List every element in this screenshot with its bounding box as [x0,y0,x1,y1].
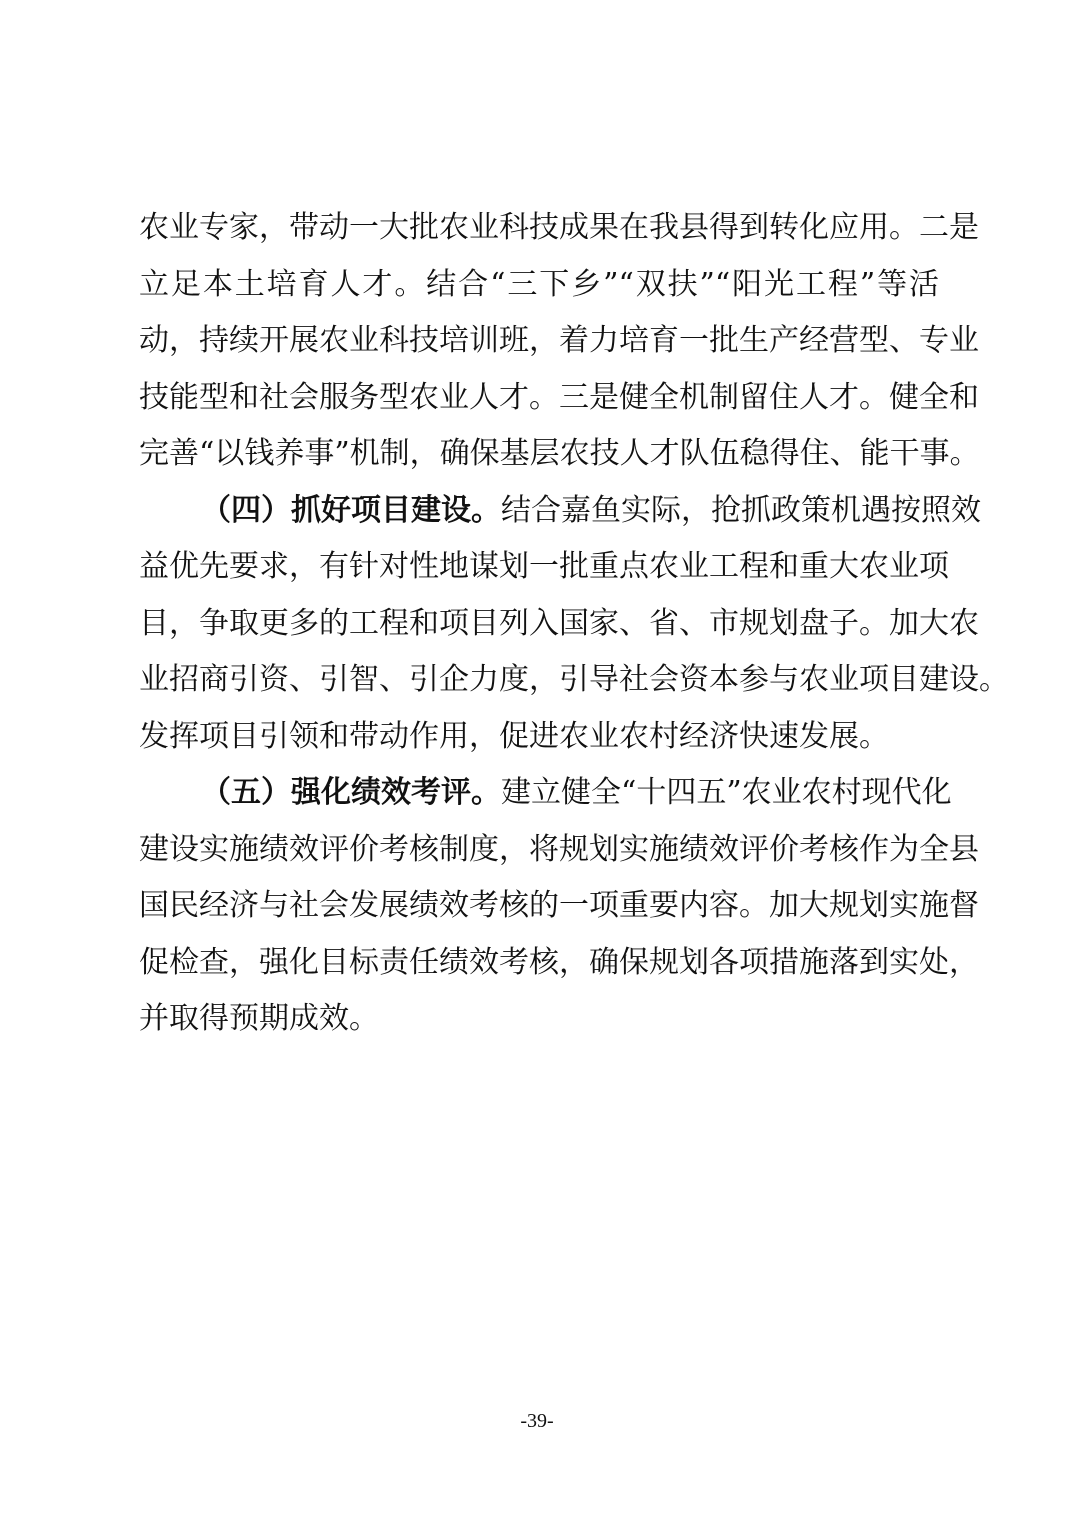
text-line: 国民经济与社会发展绩效考核的一项重要内容。加大规划实施督 [139,888,979,923]
text-span: 结合嘉鱼实际，抢抓政策机遇按照效 [501,492,981,528]
text-line: 完善“以钱养事”机制，确保基层农技人才队伍稳得住、能干事。 [139,436,980,471]
text-line: 促检查，强化目标责任绩效考核，确保规划各项措施落到实处， [139,944,979,980]
text-line: 并取得预期成效。 [139,1001,379,1036]
paragraph-talent [139,200,980,483]
text-line: 立足本土培育人才。结合“三下乡”“双扶”“阳光工程”等活 [139,266,939,302]
text-line: 技能型和社会服务型农业人才。三是健全机制留住人才。健全和 [139,379,979,415]
paragraph-performance-evaluation [139,765,979,1048]
section-heading: （四）抓好项目建设。 [201,492,501,528]
paragraph-project-construction [139,483,1009,766]
text-span: 建立健全“十四五”农业农村现代化 [501,775,952,810]
text-line: 益优先要求，有针对性地谋划一批重点农业工程和重大农业项 [139,549,949,584]
section-heading: （五）强化绩效考评。 [201,775,501,810]
text-line: 目，争取更多的工程和项目列入国家、省、市规划盘子。加大农 [139,605,979,641]
body-text [139,200,1009,1048]
text-line [139,483,981,540]
text-line: 动，持续开展农业科技培训班，着力培育一批生产经营型、专业 [139,323,979,358]
text-line: 农业专家，带动一大批农业科技成果在我县得到转化应用。二是 [139,210,979,245]
text-line: 发挥项目引领和带动作用，促进农业农村经济快速发展。 [139,718,889,754]
text-line [139,765,952,822]
page-number: -39- [520,1410,554,1432]
text-line: 建设实施绩效评价考核制度，将规划实施绩效评价考核作为全县 [139,831,979,867]
text-line: 业招商引资、引智、引企力度，引导社会资本参与农业项目建设。 [139,662,1009,697]
